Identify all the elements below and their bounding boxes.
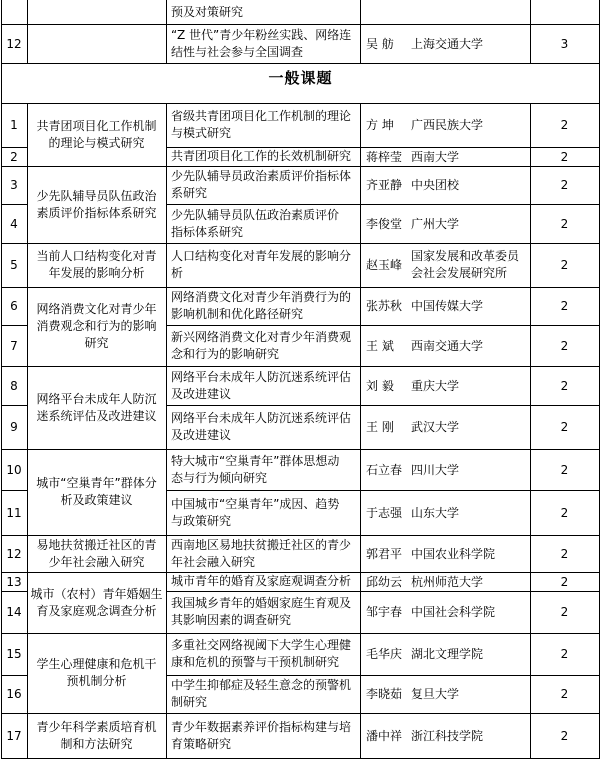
subtopic-line: 及改进建议	[171, 387, 232, 401]
topic-line: 城市“空巢青年”群体分	[36, 476, 157, 490]
table-rule	[166, 103, 167, 759]
table-rule	[1, 287, 600, 288]
person-name: 方 坤	[366, 118, 394, 132]
row-number: 11	[6, 506, 22, 520]
funds-value: 2	[560, 687, 569, 701]
org-name: 山东大学	[411, 506, 460, 520]
org-name: 中国传媒大学	[411, 299, 484, 313]
person-name: 蒋梓莹	[366, 150, 403, 164]
table-rule	[530, 0, 531, 64]
subtopic-line: 与政策研究	[171, 514, 232, 528]
org-name: 浙江科技学院	[411, 729, 484, 743]
row-number: 13	[6, 575, 22, 589]
topic-line: 预机制分析	[66, 674, 127, 688]
subtopic-line: 与模式研究	[171, 126, 232, 140]
funds-value: 2	[560, 729, 569, 743]
row-number: 7	[10, 339, 18, 353]
funds-value: 2	[560, 575, 569, 589]
subtopic-line: 及改进建议	[171, 428, 232, 442]
person-name: 刘 毅	[366, 379, 394, 393]
topic-line: 研究	[84, 336, 109, 350]
subtopic-line: “Z 世代”青少年粉丝实践、网络连	[171, 28, 352, 42]
subtopic-line: 态与行为倾向研究	[171, 471, 268, 485]
row-number: 6	[10, 299, 18, 313]
subtopic-line: 预及对策研究	[171, 5, 244, 19]
org-name: 重庆大学	[411, 379, 460, 393]
funds-value: 2	[560, 299, 569, 313]
org-name: 广西民族大学	[411, 118, 484, 132]
org-name: 会社会发展研究所	[411, 266, 508, 280]
funds-value: 2	[560, 420, 569, 434]
person-name: 王 刚	[366, 420, 394, 434]
table-rule	[1, 713, 600, 714]
topic-line: 年发展的影响分析	[48, 266, 145, 280]
row-number: 14	[6, 605, 22, 619]
person-name: 齐亚静	[366, 178, 403, 192]
row-number: 15	[6, 647, 22, 661]
table-rule	[1, 103, 600, 104]
row-number: 16	[6, 687, 22, 701]
subtopic-line: 指标体系研究	[171, 225, 244, 239]
subtopic-line: 省级共青团项目化工作机制的理论	[171, 109, 352, 123]
person-name: 王 斌	[366, 339, 394, 353]
subtopic-line: 网络消费文化对青少年消费行为的	[171, 290, 352, 304]
subtopic-line: 共青团项目化工作的长效机制研究	[171, 149, 352, 163]
org-name: 湖北文理学院	[411, 647, 484, 661]
subtopic-line: 制研究	[171, 695, 208, 709]
funds-value: 3	[560, 37, 569, 51]
row-number: 8	[10, 379, 18, 393]
topic-line: 网络平台未成年人防沉	[36, 392, 157, 406]
person-name: 李俊堂	[366, 217, 403, 231]
funds-value: 2	[560, 506, 569, 520]
topic-line: 少先队辅导员队伍政治	[36, 189, 157, 203]
subtopic-line: 念和行为的影响研究	[171, 347, 280, 361]
subtopic-line: 网络平台未成年人防沉迷系统评估	[171, 411, 352, 425]
topic-line: 迷系统评估及改进建议	[36, 409, 157, 423]
table-rule	[360, 0, 361, 64]
subtopic-line: 系研究	[171, 186, 208, 200]
org-name: 上海交通大学	[411, 37, 484, 51]
org-name: 杭州师范大学	[411, 575, 484, 589]
topic-line: 易地扶贫搬迁社区的青	[36, 538, 157, 552]
person-name: 张苏秋	[366, 299, 403, 313]
org-name: 广州大学	[411, 217, 460, 231]
topic-line: 素质评价指标体系研究	[36, 206, 157, 220]
table-rule	[1, 166, 600, 167]
person-name: 吴 舫	[366, 37, 394, 51]
funds-value: 2	[560, 258, 569, 272]
row-number: 3	[10, 178, 18, 192]
topic-line: 城市（农村）青年婚姻生	[30, 587, 163, 601]
person-name: 李晓茹	[366, 687, 403, 701]
subtopic-line: 特大城市“空巢青年”群体思想动	[171, 454, 340, 468]
funds-value: 2	[560, 178, 569, 192]
row-number: 12	[6, 547, 22, 561]
subtopic-line: 康和危机的预警与干预机制研究	[171, 655, 340, 669]
table-rule	[1, 633, 600, 634]
topic-line: 制和方法研究	[60, 737, 133, 751]
funds-value: 2	[560, 217, 569, 231]
funds-value: 2	[560, 547, 569, 561]
topic-line: 当前人口结构变化对青	[36, 249, 157, 263]
row-number: 4	[10, 217, 18, 231]
topic-line: 消费观念和行为的影响	[36, 319, 157, 333]
org-name: 中国农业科学院	[411, 547, 496, 561]
topic-line: 析及政策建议	[60, 493, 133, 507]
subtopic-line: 影响机制和优化路径研究	[171, 307, 304, 321]
section-heading: 一般课题	[268, 69, 333, 87]
subtopic-line: 少先队辅导员政治素质评价指标体	[171, 169, 352, 183]
org-name: 武汉大学	[411, 420, 460, 434]
table-rule	[1, 449, 600, 450]
person-name: 于志强	[366, 506, 403, 520]
subtopic-line: 析	[171, 266, 184, 280]
funds-value: 2	[560, 463, 569, 477]
table-rule	[1, 535, 600, 536]
row-number: 2	[10, 150, 18, 164]
table-rule	[1, 366, 600, 367]
org-name: 四川大学	[411, 463, 460, 477]
topic-line: 共青团项目化工作机制	[36, 119, 157, 133]
subtopic-line: 青少年数据素养评价指标构建与培	[171, 720, 352, 734]
table-rule	[1, 243, 600, 244]
topic-line: 网络消费文化对青少年	[36, 302, 157, 316]
topic-line: 青少年科学素质培育机	[36, 720, 157, 734]
org-name: 复旦大学	[411, 687, 460, 701]
subtopic-line: 其影响因素的调查研究	[171, 613, 292, 627]
funds-value: 2	[560, 647, 569, 661]
funds-value: 2	[560, 379, 569, 393]
person-name: 潘中祥	[366, 729, 403, 743]
org-name: 西南大学	[411, 150, 460, 164]
subtopic-line: 人口结构变化对青年发展的影响分	[171, 249, 352, 263]
subtopic-line: 结性与社会参与全国调查	[171, 45, 304, 59]
person-name: 赵玉峰	[366, 258, 403, 272]
org-name: 中央团校	[411, 178, 460, 192]
person-name: 郭君平	[366, 547, 403, 561]
table-rule	[1, 24, 600, 25]
row-number: 1	[10, 118, 18, 132]
subtopic-line: 中学生抑郁症及轻生意念的预警机	[171, 678, 352, 692]
org-name: 西南交通大学	[411, 339, 484, 353]
funds-value: 2	[560, 118, 569, 132]
row-number: 17	[6, 729, 22, 743]
table-rule	[27, 103, 28, 759]
topic-line: 育及家庭观念调查分析	[36, 604, 157, 618]
subtopic-line: 我国城乡青年的婚姻家庭生育观及	[171, 596, 352, 610]
row-number: 5	[10, 258, 18, 272]
subtopic-line: 多重社交网络视阈下大学生心理健	[171, 638, 352, 652]
subtopic-line: 中国城市“空巢青年”成因、趋势	[171, 497, 340, 511]
person-name: 邹宇春	[366, 605, 403, 619]
person-name: 毛华庆	[366, 647, 403, 661]
subtopic-line: 少先队辅导员队伍政治素质评价	[171, 208, 340, 222]
person-name: 石立春	[366, 463, 403, 477]
subtopic-line: 网络平台未成年人防沉迷系统评估	[171, 370, 352, 384]
table-rule	[1, 63, 600, 64]
table-rule	[166, 0, 167, 64]
person-name: 邱幼云	[366, 575, 403, 589]
topic-line: 的理论与模式研究	[48, 136, 145, 150]
topic-line: 少年社会融入研究	[48, 555, 145, 569]
funds-value: 2	[560, 605, 569, 619]
table-rule	[360, 103, 361, 759]
funds-value: 2	[560, 339, 569, 353]
table-rule	[599, 0, 600, 759]
subtopic-line: 新兴网络消费文化对青少年消费观	[171, 330, 352, 344]
table-rule	[1, 758, 600, 759]
row-number: 10	[6, 463, 22, 477]
subtopic-line: 年社会融入研究	[171, 555, 256, 569]
subtopic-line: 西南地区易地扶贫搬迁社区的青少	[171, 538, 352, 552]
row-number: 12	[6, 37, 22, 51]
row-number: 9	[10, 420, 18, 434]
funds-value: 2	[560, 150, 569, 164]
table-rule	[27, 0, 28, 64]
topic-line: 学生心理健康和危机干	[36, 657, 157, 671]
subtopic-line: 育策略研究	[171, 737, 232, 751]
subtopic-line: 城市青年的婚育及家庭观调查分析	[171, 574, 352, 588]
org-name: 国家发展和改革委员	[411, 249, 520, 263]
org-name: 中国社会科学院	[411, 605, 496, 619]
